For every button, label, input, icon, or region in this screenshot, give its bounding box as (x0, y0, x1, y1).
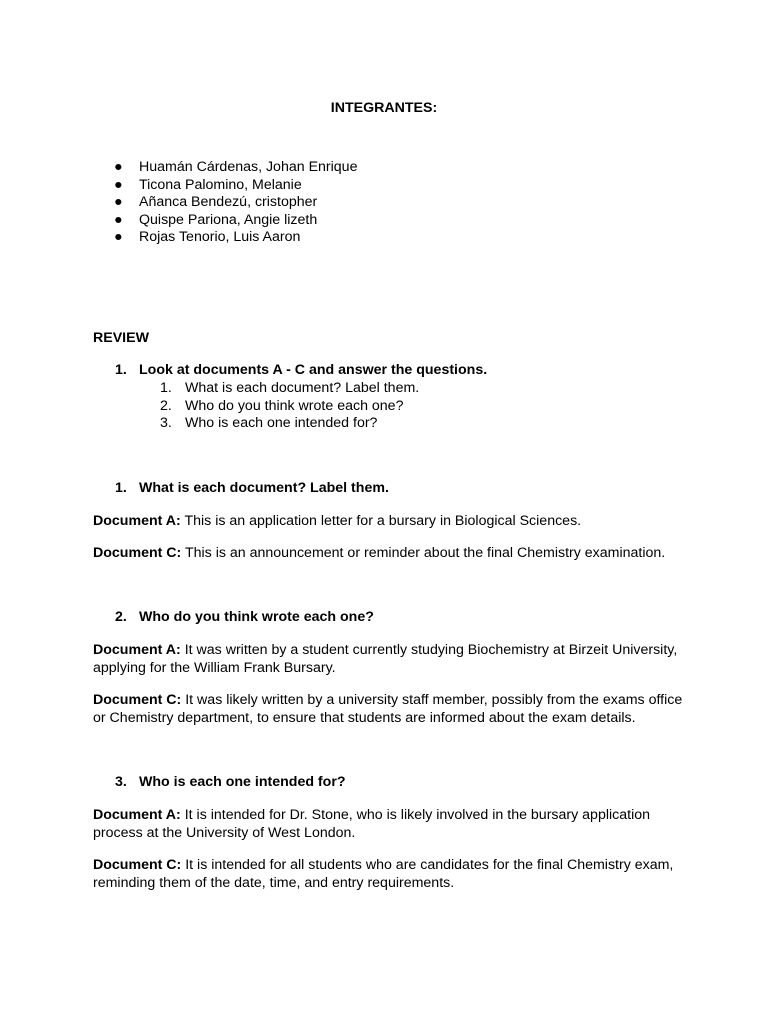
answer-paragraph (93, 856, 683, 892)
answer-paragraph (93, 691, 683, 727)
section-heading-text: What is each document? Label them. (139, 480, 389, 496)
list-item (114, 194, 357, 212)
review-question (115, 362, 487, 378)
document-label: Document A: (93, 513, 181, 529)
answer-paragraph (93, 806, 683, 842)
answer-text: It was written by a student currently studying Biochemistry at Birzeit University, applying for the William Frank Bursary. (93, 642, 678, 676)
bullet-icon: ● (114, 194, 123, 211)
answer-text: It is intended for all students who are candidates for the final Chemistry exam, reminding them of the date, time, and entry requirements. (93, 857, 674, 891)
page-title: INTEGRANTES: (330, 100, 438, 116)
question-number: 1. (115, 362, 127, 378)
section-heading-text: Who is each one intended for? (139, 774, 346, 790)
bullet-icon: ● (114, 159, 123, 175)
section-heading (115, 609, 374, 625)
list-item (160, 380, 419, 398)
section-heading (115, 774, 346, 790)
document-label: Document A: (93, 807, 181, 823)
subquestion-text: Who is each one intended for? (185, 415, 378, 432)
bullet-icon: ● (114, 211, 123, 228)
subquestion-list (160, 380, 419, 433)
section-number: 3. (115, 774, 127, 790)
member-name: Añanca Bendezú, cristopher (139, 194, 318, 211)
section-number: 1. (115, 480, 127, 496)
document-label: Document C: (93, 857, 182, 873)
list-item (114, 177, 357, 195)
document-label: Document A: (93, 642, 181, 658)
subquestion-number: 3. (160, 415, 172, 432)
answer-text: This is an application letter for a bursary in Biological Sciences. (184, 513, 582, 529)
list-item (160, 415, 419, 433)
members-list (114, 159, 357, 247)
answer-text: It was likely written by a university staff member, possibly from the exams office or Chemistry department, to ensure that students are informed about the exam details. (93, 692, 683, 726)
document-label: Document C: (93, 545, 182, 561)
list-item (114, 159, 357, 177)
bullet-icon: ● (114, 229, 123, 246)
section-heading (115, 480, 389, 496)
member-name: Huamán Cárdenas, Johan Enrique (139, 159, 358, 175)
section-heading-text: Who do you think wrote each one? (139, 609, 374, 625)
answer-paragraph (93, 512, 683, 530)
answer-text: It is intended for Dr. Stone, who is likely involved in the bursary application process at the University of West London. (93, 807, 650, 841)
answer-text: This is an announcement or reminder about the final Chemistry examination. (184, 545, 666, 561)
list-item (114, 212, 357, 230)
document-label: Document C: (93, 692, 182, 708)
subquestion-text: What is each document? Label them. (185, 380, 420, 396)
member-name: Quispe Pariona, Angie lizeth (139, 211, 318, 228)
answer-paragraph (93, 544, 683, 562)
list-item (160, 398, 419, 416)
question-text: Look at documents A - C and answer the questions. (139, 362, 488, 378)
review-heading: REVIEW (93, 330, 149, 346)
bullet-icon: ● (114, 176, 123, 193)
subquestion-number: 2. (160, 397, 172, 414)
member-name: Rojas Tenorio, Luis Aaron (139, 229, 301, 246)
section-number: 2. (115, 609, 127, 625)
member-name: Ticona Palomino, Melanie (139, 176, 302, 193)
list-item (114, 229, 357, 247)
subquestion-number: 1. (160, 380, 172, 396)
answer-paragraph (93, 641, 683, 677)
subquestion-text: Who do you think wrote each one? (185, 397, 404, 414)
